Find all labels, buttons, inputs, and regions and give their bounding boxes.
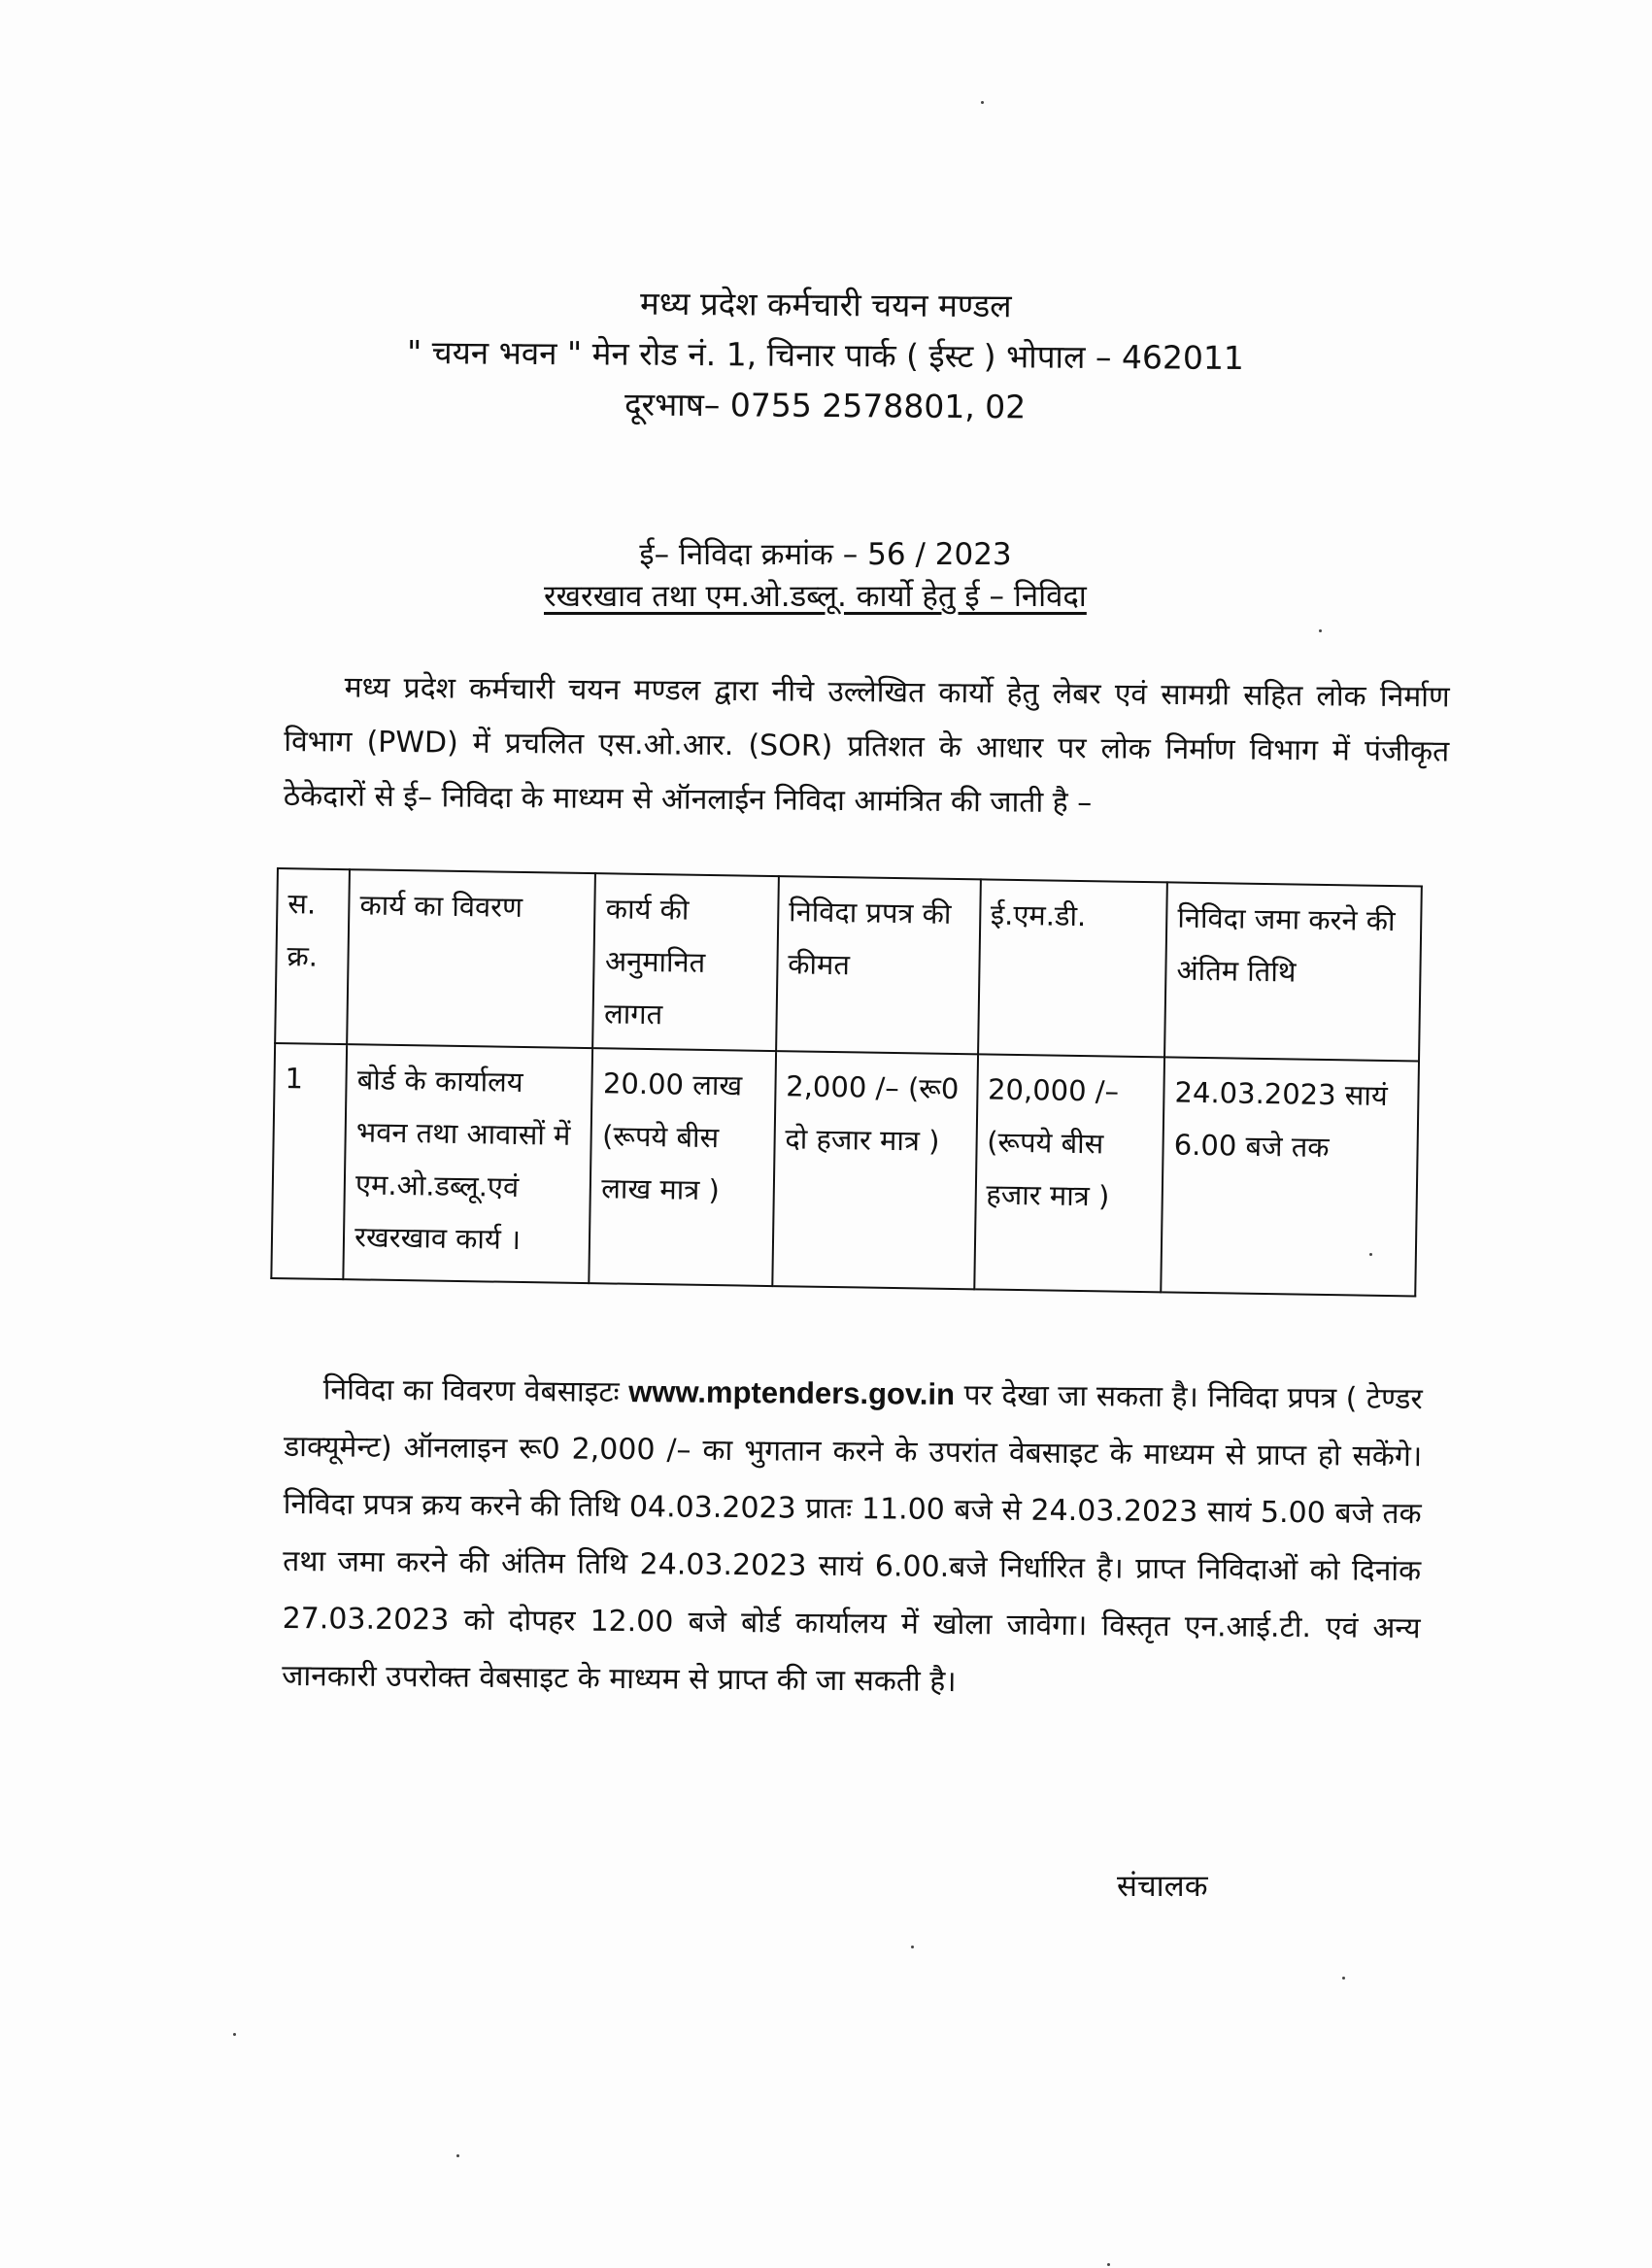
scan-speck: [1369, 1253, 1372, 1256]
header-emd: ई.एम.डी.: [978, 879, 1167, 1057]
header-work-description: कार्य का विवरण: [347, 869, 595, 1048]
cell-serial-no: 1: [271, 1043, 347, 1279]
details-paragraph: [282, 1360, 1423, 1714]
organization-phone: दूरभाष– 0755 2578801, 02: [624, 385, 1027, 426]
scan-speck: [981, 101, 984, 104]
tender-number: ई– निविदा क्रमांक – 56 / 2023: [639, 537, 1012, 572]
scan-speck: [1342, 1977, 1345, 1980]
tender-website-link[interactable]: www.mptenders.gov.in: [628, 1374, 956, 1412]
cell-form-price: 2,000 /– (रू0 दो हजार मात्र ): [772, 1051, 978, 1289]
scan-speck: [911, 1946, 914, 1948]
cell-estimated-cost: 20.00 लाख (रूपये बीस लाख मात्र ): [590, 1048, 776, 1286]
cell-last-date: 24.03.2023 सायं 6.00 बजे तक: [1161, 1057, 1419, 1296]
scan-speck: [456, 2154, 459, 2157]
tender-subject: रखरखाव तथा एम.ओ.डब्लू. कार्यो हेतु ई – निविदा: [544, 579, 1087, 614]
organization-name: मध्य प्रदेश कर्मचारी चयन मण्डल: [640, 284, 1012, 325]
table-row: [271, 1043, 1419, 1296]
table-header-row: [275, 868, 1422, 1061]
header-serial-no: स. क्र.: [275, 868, 350, 1044]
header-estimated-cost: कार्य की अनुमानित लागत: [593, 873, 779, 1051]
details-text-rest: पर देखा जा सकता है। निविदा प्रपत्र ( टेण्डर डाक्यूमेन्ट) ऑनलाइन रू0 2,000 /– का भुगतान करने के उपरांत वेबसाइट के माध्यम से प्राप्त हो सकेंगे। निविदा प्रपत्र क्रय करने की तिथि 04.03.2023 प्रातः 11.00 बजे से 24.03.2023 सायं 5.00 बजे तक तथा जमा करने की अंतिम तिथि 24.03.2023 सायं 6.00.बजे निर्धारित है। प्राप्त निविदाओं को दिनांक 27.03.2023 को दोपहर 12.00 बजे बोर्ड कार्यालय में खोला जावेगा। विस्तृत एन.आई.टी. एवं अन्य जानकारी उपरोक्त वेबसाइट के माध्यम से प्राप्त की जा सकती है।: [282, 1378, 1423, 1700]
cell-work-description: बोर्ड के कार्यालय भवन तथा आवासों में एम.ओ.डब्लू.एवं रखरखाव कार्य ।: [344, 1044, 593, 1283]
scan-speck: [233, 2033, 236, 2036]
signatory-designation: संचालक: [1117, 1869, 1208, 1904]
intro-paragraph: मध्य प्रदेश कर्मचारी चयन मण्डल द्वारा नीचे उल्लेखित कार्यो हेतु लेबर एवं सामग्री सहित लोक निर्माण विभाग (PWD) में प्रचलित एस.ओ.आर. (SOR) प्रतिशत के आधार पर लोक निर्माण विभाग में पंजीकृत ठेकेदारों से ई– निविदा के माध्यम से ऑनलाईन निविदा आमंत्रित की जाती है –: [283, 670, 1450, 821]
scan-speck: [1107, 2263, 1110, 2266]
header-form-price: निविदा प्रपत्र की कीमत: [776, 876, 981, 1054]
organization-address: " चयन भवन " मेन रोड नं. 1, चिनार पार्क ( ईस्ट ) भोपाल – 462011: [406, 332, 1245, 378]
cell-emd: 20,000 /– (रूपये बीस हजार मात्र ): [974, 1054, 1164, 1292]
scan-speck: [1319, 629, 1322, 632]
tender-table-wrapper: [270, 867, 1423, 1297]
header-last-date: निविदा जमा करने की अंतिम तिथि: [1164, 882, 1422, 1061]
tender-table: [270, 867, 1423, 1297]
letterhead: [290, 276, 1360, 435]
details-text-start: निविदा का विवरण वेबसाइटः: [322, 1372, 620, 1410]
